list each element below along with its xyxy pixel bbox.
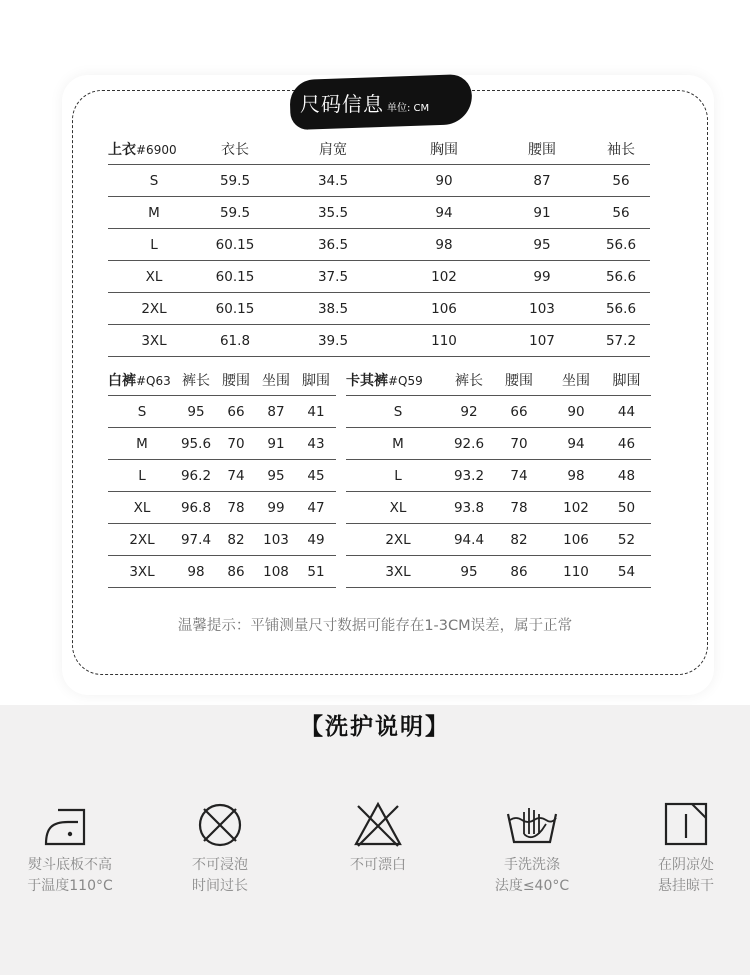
value-cell: 102: [550, 492, 602, 524]
value-cell: 97.4: [176, 524, 216, 556]
table-row: [346, 460, 651, 492]
care-item-shade-dry: [626, 800, 746, 897]
table-name-cell: [108, 134, 200, 165]
column-header: 肩宽: [270, 134, 396, 165]
value-cell: 95: [450, 556, 488, 588]
value-cell: 91: [492, 197, 592, 229]
column-header: 坐围: [550, 365, 602, 396]
table-header-row: [108, 365, 336, 396]
value-cell: 82: [488, 524, 550, 556]
column-header: 胸围: [396, 134, 492, 165]
size-info-title: 尺码信息: [300, 91, 384, 116]
value-cell: 41: [296, 396, 336, 428]
size-cell: 2XL: [346, 524, 450, 556]
value-cell: 57.2: [592, 325, 650, 357]
table-row: [108, 524, 336, 556]
value-cell: 45: [296, 460, 336, 492]
value-cell: 99: [492, 261, 592, 293]
size-cell: 3XL: [108, 325, 200, 357]
value-cell: 94: [550, 428, 602, 460]
value-cell: 108: [256, 556, 296, 588]
size-cell: 3XL: [346, 556, 450, 588]
value-cell: 98: [176, 556, 216, 588]
title-badge-content: [300, 82, 429, 122]
no-bleach-icon: [348, 800, 408, 850]
table-row: [108, 293, 650, 325]
care-item-no-bleach: [318, 800, 438, 876]
size-cell: L: [108, 460, 176, 492]
column-header: 脚围: [602, 365, 651, 396]
size-cell: 2XL: [108, 293, 200, 325]
white-pants-size-table: [108, 365, 336, 588]
value-cell: 106: [396, 293, 492, 325]
value-cell: 96.2: [176, 460, 216, 492]
value-cell: 93.2: [450, 460, 488, 492]
value-cell: 49: [296, 524, 336, 556]
value-cell: 92.6: [450, 428, 488, 460]
size-cell: M: [108, 428, 176, 460]
value-cell: 74: [488, 460, 550, 492]
table-row: [108, 165, 650, 197]
value-cell: 60.15: [200, 261, 270, 293]
care-item-hand-wash: [472, 800, 592, 897]
size-cell: M: [346, 428, 450, 460]
column-header: 衣长: [200, 134, 270, 165]
value-cell: 95: [492, 229, 592, 261]
size-cell: L: [108, 229, 200, 261]
table-row: [108, 460, 336, 492]
table-row: [108, 428, 336, 460]
value-cell: 60.15: [200, 229, 270, 261]
value-cell: 110: [396, 325, 492, 357]
garment-name: 卡其裤: [346, 373, 388, 389]
value-cell: 107: [492, 325, 592, 357]
value-cell: 56: [592, 197, 650, 229]
value-cell: 61.8: [200, 325, 270, 357]
table-row: [108, 396, 336, 428]
value-cell: 98: [550, 460, 602, 492]
top-size-table: [108, 134, 650, 357]
value-cell: 86: [216, 556, 256, 588]
value-cell: 90: [396, 165, 492, 197]
value-cell: 48: [602, 460, 651, 492]
value-cell: 95.6: [176, 428, 216, 460]
column-header: 腰围: [216, 365, 256, 396]
value-cell: 44: [602, 396, 651, 428]
value-cell: 43: [296, 428, 336, 460]
size-cell: S: [108, 396, 176, 428]
shade-dry-icon: [656, 800, 716, 850]
value-cell: 103: [492, 293, 592, 325]
column-header: 腰围: [492, 134, 592, 165]
value-cell: 106: [550, 524, 602, 556]
care-label: 在阴凉处 悬挂晾干: [658, 857, 714, 894]
value-cell: 51: [296, 556, 336, 588]
value-cell: 35.5: [270, 197, 396, 229]
value-cell: 34.5: [270, 165, 396, 197]
value-cell: 74: [216, 460, 256, 492]
value-cell: 82: [216, 524, 256, 556]
value-cell: 59.5: [200, 197, 270, 229]
table-row: [346, 428, 651, 460]
value-cell: 70: [488, 428, 550, 460]
value-cell: 94: [396, 197, 492, 229]
value-cell: 54: [602, 556, 651, 588]
value-cell: 102: [396, 261, 492, 293]
table-row: [108, 229, 650, 261]
table-name-cell: [108, 365, 176, 396]
value-cell: 66: [488, 396, 550, 428]
value-cell: 50: [602, 492, 651, 524]
care-label: 不可漂白: [350, 857, 406, 873]
garment-code: #Q59: [388, 374, 423, 388]
unit-label: 单位: CM: [387, 102, 430, 114]
garment-name: 上衣: [108, 142, 136, 158]
table-header-row: [108, 134, 650, 165]
value-cell: 87: [256, 396, 296, 428]
care-label: 熨斗底板不高 于温度110°C: [27, 857, 113, 894]
table-row: [108, 325, 650, 357]
value-cell: 60.15: [200, 293, 270, 325]
value-cell: 95: [176, 396, 216, 428]
size-cell: 3XL: [108, 556, 176, 588]
column-header: 脚围: [296, 365, 336, 396]
table-header-row: [346, 365, 651, 396]
table-row: [108, 492, 336, 524]
table-row: [346, 524, 651, 556]
value-cell: 96.8: [176, 492, 216, 524]
table-row: [108, 261, 650, 293]
column-header: 袖长: [592, 134, 650, 165]
value-cell: 59.5: [200, 165, 270, 197]
table-row: [108, 197, 650, 229]
table-row: [346, 396, 651, 428]
value-cell: 91: [256, 428, 296, 460]
value-cell: 39.5: [270, 325, 396, 357]
value-cell: 78: [216, 492, 256, 524]
size-cell: M: [108, 197, 200, 229]
care-label: 不可浸泡 时间过长: [192, 857, 248, 894]
value-cell: 93.8: [450, 492, 488, 524]
size-cell: L: [346, 460, 450, 492]
value-cell: 86: [488, 556, 550, 588]
value-cell: 87: [492, 165, 592, 197]
column-header: 腰围: [488, 365, 550, 396]
value-cell: 47: [296, 492, 336, 524]
table-row: [108, 556, 336, 588]
value-cell: 110: [550, 556, 602, 588]
value-cell: 98: [396, 229, 492, 261]
garment-name: 白裤: [108, 373, 136, 389]
value-cell: 99: [256, 492, 296, 524]
size-cell: XL: [108, 492, 176, 524]
value-cell: 52: [602, 524, 651, 556]
no-soak-icon: [190, 800, 250, 850]
column-header: 裤长: [450, 365, 488, 396]
care-title: 【洗护说明】: [300, 714, 450, 740]
measurement-tip: 温馨提示：平铺测量尺寸数据可能存在1-3CM误差，属于正常: [177, 618, 573, 634]
value-cell: 56: [592, 165, 650, 197]
value-cell: 66: [216, 396, 256, 428]
value-cell: 37.5: [270, 261, 396, 293]
care-label: 手洗洗涤 法度≤40°C: [494, 857, 570, 894]
iron-icon: [40, 800, 100, 850]
size-cell: 2XL: [108, 524, 176, 556]
size-cell: S: [108, 165, 200, 197]
value-cell: 92: [450, 396, 488, 428]
value-cell: 94.4: [450, 524, 488, 556]
garment-code: #Q63: [136, 374, 171, 388]
value-cell: 78: [488, 492, 550, 524]
size-cell: S: [346, 396, 450, 428]
column-header: 裤长: [176, 365, 216, 396]
table-row: [346, 492, 651, 524]
value-cell: 56.6: [592, 261, 650, 293]
column-header: 坐围: [256, 365, 296, 396]
care-item-iron: [10, 800, 130, 897]
value-cell: 56.6: [592, 293, 650, 325]
table-row: [346, 556, 651, 588]
value-cell: 95: [256, 460, 296, 492]
value-cell: 70: [216, 428, 256, 460]
size-cell: XL: [108, 261, 200, 293]
hand-wash-icon: [502, 800, 562, 850]
value-cell: 46: [602, 428, 651, 460]
khaki-pants-size-table: [346, 365, 651, 588]
table-name-cell: [346, 365, 450, 396]
care-item-no-soak: [160, 800, 280, 897]
value-cell: 90: [550, 396, 602, 428]
size-cell: XL: [346, 492, 450, 524]
value-cell: 56.6: [592, 229, 650, 261]
value-cell: 103: [256, 524, 296, 556]
value-cell: 36.5: [270, 229, 396, 261]
value-cell: 38.5: [270, 293, 396, 325]
garment-code: #6900: [136, 143, 177, 157]
